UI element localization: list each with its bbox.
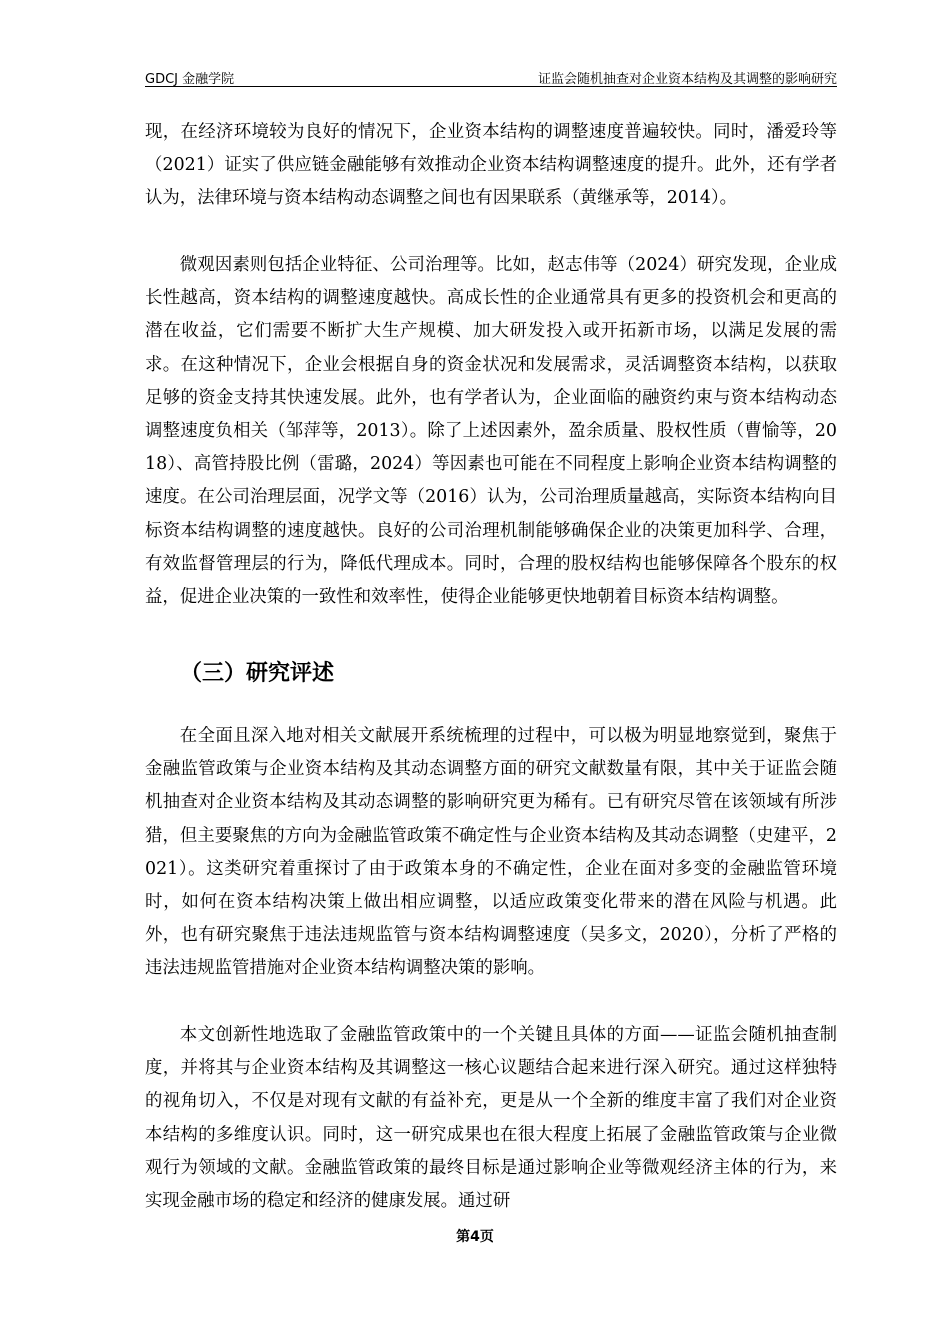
- body-paragraph-2: [145, 249, 837, 614]
- page-number: 第4页: [456, 1229, 494, 1245]
- header-thesis-title: 证监会随机抽查对企业资本结构及其调整的影响研究: [537, 72, 837, 87]
- paragraph-text: 在全面且深入地对相关文献展开系统梳理的过程中，可以极为明显地察觉到，聚焦于金融监管政策与企业资本结构及其动态调整方面的研究文献数量有限，其中关于证监会随机抽查对企业资本结构及其动态调整的影响研究更为稀有。已有研究尽管在该领域有所涉猎，但主要聚焦的方向为金融监管政策不确定性与企业资本结构及其动态调整（史建平，2021）。这类研究着重探讨了由于政策本身的不确定性，企业在面对多变的金融监管环境时，如何在资本结构决策上做出相应调整，以适应政策变化带来的潜在风险与机遇。此外，也有研究聚焦于违法违规监管与资本结构调整速度（吴多文，2020），分析了严格的违法违规监管措施对企业资本结构调整决策的影响。: [145, 726, 837, 979]
- paragraph-text: 本文创新性地选取了金融监管政策中的一个关键且具体的方面——证监会随机抽查制度，并将其与企业资本结构及其调整这一核心议题结合起来进行深入研究。通过这样独特的视角切入，不仅是对现有文献的有益补充，更是从一个全新的维度丰富了我们对企业资本结构的多维度认识。同时，这一研究成果也在很大程度上拓展了金融监管政策与企业微观行为领域的文献。金融监管政策的最终目标是通过影响企业等微观经济主体的行为，来实现金融市场的稳定和经济的健康发展。通过研: [145, 1025, 837, 1212]
- paragraph-text: 现，在经济环境较为良好的情况下，企业资本结构的调整速度普遍较快。同时，潘爱玲等（2021）证实了供应链金融能够有效推动企业资本结构调整速度的提升。此外，还有学者认为，法律环境与资本结构动态调整之间也有因果联系（黄继承等，2014）。: [145, 122, 837, 209]
- body-paragraph-4: [145, 1019, 837, 1218]
- header-institution: GDCJ 金融学院: [145, 72, 235, 87]
- body-paragraph-3: [145, 720, 837, 986]
- body-paragraph-1: [145, 116, 837, 216]
- section-heading: （三）研究评述: [180, 661, 335, 686]
- page-header: [145, 64, 837, 87]
- paragraph-text: 微观因素则包括企业特征、公司治理等。比如，赵志伟等（2024）研究发现，企业成长性越高，资本结构的调整速度越快。高成长性的企业通常具有更多的投资机会和更高的潜在收益，它们需要不断扩大生产规模、加大研发投入或开拓新市场，以满足发展的需求。在这种情况下，企业会根据自身的资金状况和发展需求，灵活调整资本结构，以获取足够的资金支持其快速发展。此外，也有学者认为，企业面临的融资约束与资本结构动态调整速度负相关（邹萍等，2013）。除了上述因素外，盈余质量、股权性质（曹愉等，2018）、高管持股比例（雷璐，2024）等因素也可能在不同程度上影响企业资本结构调整的速度。在公司治理层面，况学文等（2016）认为，公司治理质量越高，实际资本结构向目标资本结构调整的速度越快。良好的公司治理机制能够确保企业的决策更加科学、合理，有效监督管理层的行为，降低代理成本。同时，合理的股权结构也能够保障各个股东的权益，促进企业决策的一致性和效率性，使得企业能够更快地朝着目标资本结构调整。: [145, 255, 837, 608]
